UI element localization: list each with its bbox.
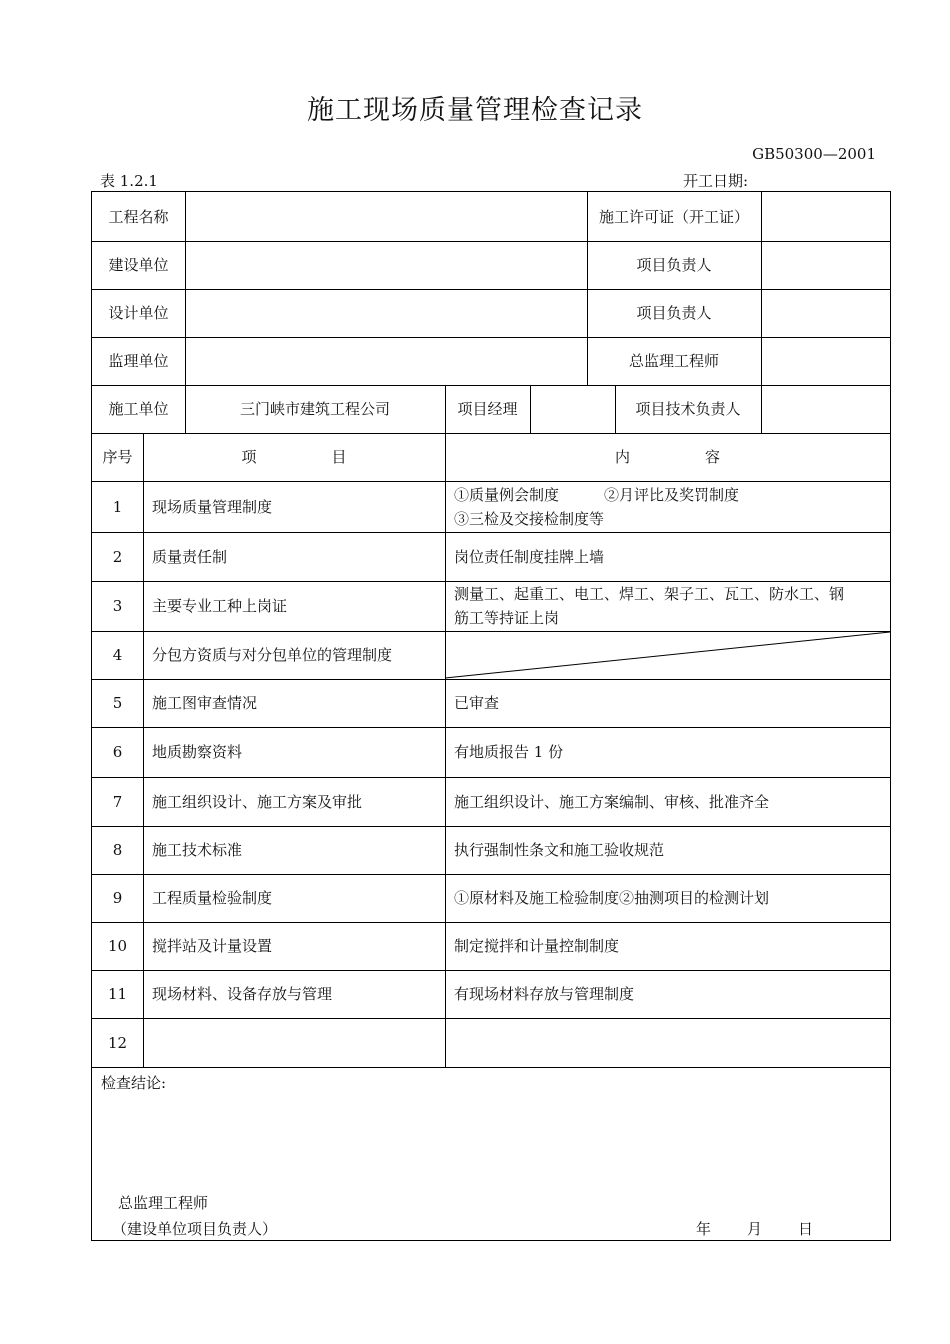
row-number: 5 — [112, 694, 123, 712]
inspection-table — [91, 191, 891, 1241]
row-number: 3 — [112, 597, 123, 615]
row-content — [445, 481, 890, 532]
row-content: 执行强制性条文和施工验收规范 — [454, 841, 665, 859]
row-divider — [92, 241, 890, 242]
row-content — [445, 581, 890, 631]
column-header-content: 内 容 — [614, 448, 720, 466]
row-item: 现场材料、设备存放与管理 — [152, 985, 333, 1003]
tech-manager-label: 项目技术负责人 — [635, 400, 741, 418]
row-number: 12 — [107, 1033, 128, 1052]
row-divider — [92, 337, 890, 338]
row-number: 1 — [112, 497, 123, 516]
row-number: 9 — [112, 889, 123, 907]
row-item: 质量责任制 — [152, 547, 228, 566]
signer-title: 总监理工程师 — [118, 1194, 209, 1212]
signer-note: （建设单位项目负责人） — [112, 1220, 278, 1238]
row-item: 施工组织设计、施工方案及审批 — [152, 792, 363, 811]
row-item: 工程质量检验制度 — [152, 889, 273, 907]
design-manager-label: 项目负责人 — [636, 304, 712, 322]
row-content-line: ③三检及交接检制度等 — [454, 509, 605, 528]
row-number: 4 — [112, 646, 123, 664]
row-content: 岗位责任制度挂牌上墙 — [454, 547, 605, 566]
owner-manager-label: 项目负责人 — [636, 256, 712, 274]
row-content: 有现场材料存放与管理制度 — [454, 985, 635, 1003]
date-month-label: 月 — [747, 1220, 763, 1238]
row-number: 6 — [112, 743, 123, 761]
row-content: 已审查 — [454, 694, 500, 712]
conclusion-label: 检查结论: — [101, 1074, 167, 1092]
project-name-label: 工程名称 — [108, 207, 169, 226]
row-item: 地质勘察资料 — [152, 743, 243, 761]
chief-engineer-label: 总监理工程师 — [628, 352, 719, 370]
row-divider — [92, 1067, 890, 1068]
owner-label: 建设单位 — [108, 256, 169, 274]
standard-code: GB50300—2001 — [752, 145, 876, 163]
contractor-value: 三门峡市建筑工程公司 — [239, 400, 390, 418]
row-item: 分包方资质与对分包单位的管理制度 — [152, 646, 393, 664]
row-content: 制定搅拌和计量控制制度 — [454, 937, 620, 955]
column-header-no: 序号 — [102, 448, 133, 466]
row-item: 施工技术标准 — [152, 841, 243, 859]
row-item: 搅拌站及计量设置 — [152, 937, 273, 955]
column-header-item: 项 目 — [241, 448, 347, 466]
row-number: 8 — [112, 841, 123, 859]
row-number: 7 — [112, 792, 123, 811]
row-content-line: 筋工等持证上岗 — [454, 609, 560, 627]
row-content: 有地质报告 1 份 — [454, 743, 564, 761]
table-number: 表 1.2.1 — [100, 172, 158, 190]
row-item: 主要专业工种上岗证 — [152, 597, 288, 615]
row-content: ①原材料及施工检验制度②抽测项目的检测计划 — [454, 889, 770, 907]
date-year-label: 年 — [696, 1220, 712, 1238]
row-item — [143, 1018, 445, 1067]
permit-label: 施工许可证（开工证） — [598, 207, 749, 226]
date-day-label: 日 — [798, 1220, 814, 1238]
row-divider — [92, 289, 890, 290]
start-date-label: 开工日期: — [683, 172, 749, 190]
row-number: 10 — [107, 937, 128, 955]
design-label: 设计单位 — [108, 304, 169, 322]
project-manager-label: 项目经理 — [457, 400, 518, 418]
row-content — [445, 1018, 890, 1067]
row-content-line: ①质量例会制度 ②月评比及奖罚制度 — [454, 485, 740, 504]
row-item: 现场质量管理制度 — [152, 497, 273, 516]
row-content: 施工组织设计、施工方案编制、审核、批准齐全 — [454, 792, 770, 811]
row-number: 2 — [112, 547, 123, 566]
col-divider — [530, 385, 531, 433]
row-content-line: 测量工、起重工、电工、焊工、架子工、瓦工、防水工、钢 — [454, 585, 845, 603]
contractor-label: 施工单位 — [108, 400, 169, 418]
supervision-label: 监理单位 — [108, 352, 169, 370]
row-number: 11 — [107, 985, 128, 1003]
row-item: 施工图审查情况 — [152, 694, 258, 712]
page-title: 施工现场质量管理检查记录 — [307, 95, 643, 126]
not-applicable-slash — [445, 631, 890, 679]
col-divider — [761, 192, 762, 433]
